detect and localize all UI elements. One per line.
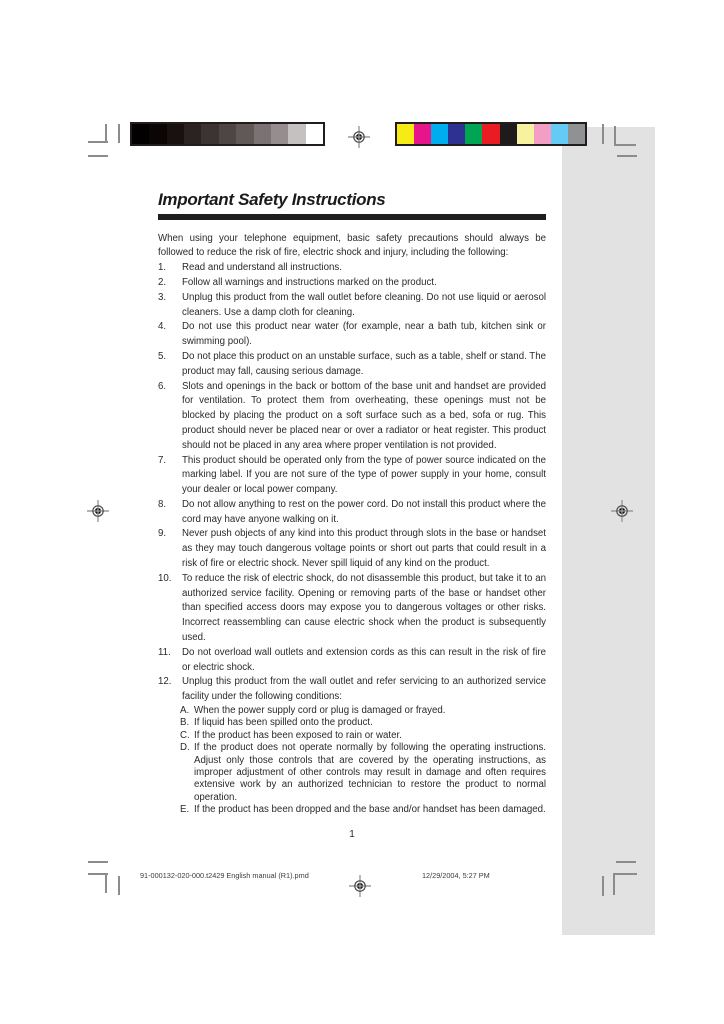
service-condition [180, 717, 546, 729]
grayscale-swatch [167, 124, 184, 144]
instruction-item-text: Never push objects of any kind into this product through slots in the base or handset as they may touch dangerous voltage points or short out parts that could result in a risk of fire or electric shock. Never spill liquid of any kind on the product. [182, 528, 546, 570]
crop-mark [617, 155, 637, 157]
instruction-item [158, 675, 546, 705]
instruction-item [158, 527, 546, 571]
crop-mark [614, 144, 636, 146]
instruction-item-number: 5. [158, 350, 167, 362]
color-swatch [551, 124, 568, 144]
service-condition-text: If the product has been exposed to rain or water. [194, 729, 402, 741]
instruction-item-text: Do not allow anything to rest on the power cord. Do not install this product where the cord may have anyone walking on it. [182, 498, 546, 525]
instruction-item-number: 11. [158, 646, 171, 658]
grayscale-swatch [184, 124, 201, 144]
grayscale-swatch [201, 124, 218, 144]
instruction-item-number: 6. [158, 380, 167, 392]
scan-gutter-band [562, 127, 655, 935]
crop-mark [105, 873, 107, 893]
service-condition-list [180, 705, 546, 817]
crop-mark [602, 124, 604, 144]
grayscale-swatch [288, 124, 305, 144]
instruction-item-text: Do not place this product on an unstable surface, such as a table, shelf or stand. The product may fall, causing serious damage. [182, 350, 546, 377]
crop-mark [88, 861, 108, 863]
crop-mark [602, 876, 604, 896]
page-content [158, 190, 546, 817]
page-title: Important Safety Instructions [158, 190, 386, 209]
instruction-item-number: 8. [158, 498, 167, 510]
color-calibration-bar [395, 122, 587, 146]
crop-mark [118, 124, 120, 143]
instruction-item-text: Read and understand all instructions. [182, 262, 342, 274]
grayscale-calibration-bar [130, 122, 325, 146]
instruction-item-text: Unplug this product from the wall outlet and refer servicing to an authorized service facility under the following conditions: [182, 676, 546, 703]
instruction-item-number: 10. [158, 572, 172, 584]
color-swatch [448, 124, 465, 144]
body-text [158, 232, 546, 817]
service-condition-number: D. [180, 742, 190, 754]
instruction-item-text: To reduce the risk of electric shock, do not disassemble this product, but take it to an authorized service facility. Opening or removing parts of the base or handset other than specified access doors may expose you to dangerous voltages or other risks. Incorrect reassembling can cause electric shock when the product is subsequently used. [182, 572, 546, 644]
crop-mark [88, 155, 108, 157]
title-rule [158, 214, 546, 220]
color-swatch [568, 124, 585, 144]
service-condition-text: When the power supply cord or plug is damaged or frayed. [194, 705, 446, 717]
crop-mark [118, 876, 120, 895]
registration-mark-icon [87, 500, 109, 522]
footer-filename: 91-000132-020-000.t2429 English manual (R1).pmd [140, 871, 309, 880]
service-condition [180, 742, 546, 804]
instruction-item-text: Do not overload wall outlets and extension cords as this can result in the risk of fire or electric shock. [182, 646, 546, 673]
crop-mark [613, 873, 637, 875]
service-condition-number: C. [180, 729, 190, 741]
color-swatch [482, 124, 499, 144]
page-number: 1 [349, 829, 355, 840]
color-swatch [414, 124, 431, 144]
crop-mark [613, 873, 615, 895]
instruction-item-number: 7. [158, 454, 167, 466]
crop-mark [616, 861, 636, 863]
instruction-item [158, 276, 546, 291]
service-condition-text: If liquid has been spilled onto the product. [194, 717, 373, 729]
instruction-item-number: 2. [158, 276, 167, 288]
instruction-item-text: Do not use this product near water (for example, near a bath tub, kitchen sink or swimming pool). [182, 321, 546, 348]
grayscale-swatch [219, 124, 236, 144]
instruction-item [158, 380, 546, 454]
instruction-item-number: 9. [158, 528, 167, 540]
instruction-item-number: 4. [158, 321, 167, 333]
instruction-item-text: Follow all warnings and instructions marked on the product. [182, 276, 437, 288]
color-swatch [465, 124, 482, 144]
grayscale-swatch [254, 124, 271, 144]
instruction-item [158, 572, 546, 646]
color-swatch [397, 124, 414, 144]
crop-mark [105, 124, 107, 143]
registration-mark-icon [349, 875, 371, 897]
service-condition-number: A. [180, 705, 190, 717]
instruction-item-text: Unplug this product from the wall outlet before cleaning. Do not use liquid or aerosol cleaners. Use a damp cloth for cleaning. [182, 291, 546, 318]
service-condition-text: If the product does not operate normally by following the operating instructions. Adjust only those controls that are covered by the operating instructions, as improper adjustment of other controls may result in damage and often requires extensive work by an authorized technician to restore the product to normal operation. [194, 742, 546, 803]
intro-paragraph: When using your telephone equipment, basic safety precautions should always be followed to reduce the risk of fire, electric shock and injury, including the following: [158, 232, 546, 259]
instruction-item-text: Slots and openings in the back or bottom of the base unit and handset are provided for ventilation. To protect them from overheating, these openings must not be blocked by placing the product on a soft surface such as a bed, sofa or rug. This product should never be placed near or over a radiator or heat register. This product should not be placed in any area where proper ventilation is not provided. [182, 380, 546, 451]
instruction-item [158, 646, 546, 676]
color-swatch [534, 124, 551, 144]
instruction-list [158, 261, 546, 705]
grayscale-swatch [306, 124, 323, 144]
color-swatch [431, 124, 448, 144]
instruction-item [158, 291, 546, 321]
registration-mark-icon [348, 126, 370, 148]
instruction-item [158, 261, 546, 276]
service-condition [180, 705, 546, 717]
service-condition-number: E. [180, 804, 190, 816]
grayscale-swatch [149, 124, 166, 144]
service-condition-number: B. [180, 717, 190, 729]
instruction-item-number: 3. [158, 291, 167, 303]
grayscale-swatch [132, 124, 149, 144]
service-condition-text: If the product has been dropped and the base and/or handset has been damaged. [194, 804, 546, 816]
color-swatch [517, 124, 534, 144]
instruction-item-number: 12. [158, 676, 172, 688]
instruction-item [158, 454, 546, 498]
crop-mark [614, 126, 616, 146]
instruction-item-text: This product should be operated only from the type of power source indicated on the marking label. If you are not sure of the type of power supply in your home, consult your dealer or local power company. [182, 454, 546, 496]
registration-mark-icon [611, 500, 633, 522]
grayscale-swatch [271, 124, 288, 144]
service-condition [180, 804, 546, 816]
instruction-item [158, 498, 546, 528]
color-swatch [500, 124, 517, 144]
footer-timestamp: 12/29/2004, 5:27 PM [422, 871, 490, 880]
instruction-item [158, 320, 546, 350]
instruction-item-number: 1. [158, 262, 167, 274]
service-condition [180, 730, 546, 742]
grayscale-swatch [236, 124, 253, 144]
instruction-item [158, 350, 546, 380]
